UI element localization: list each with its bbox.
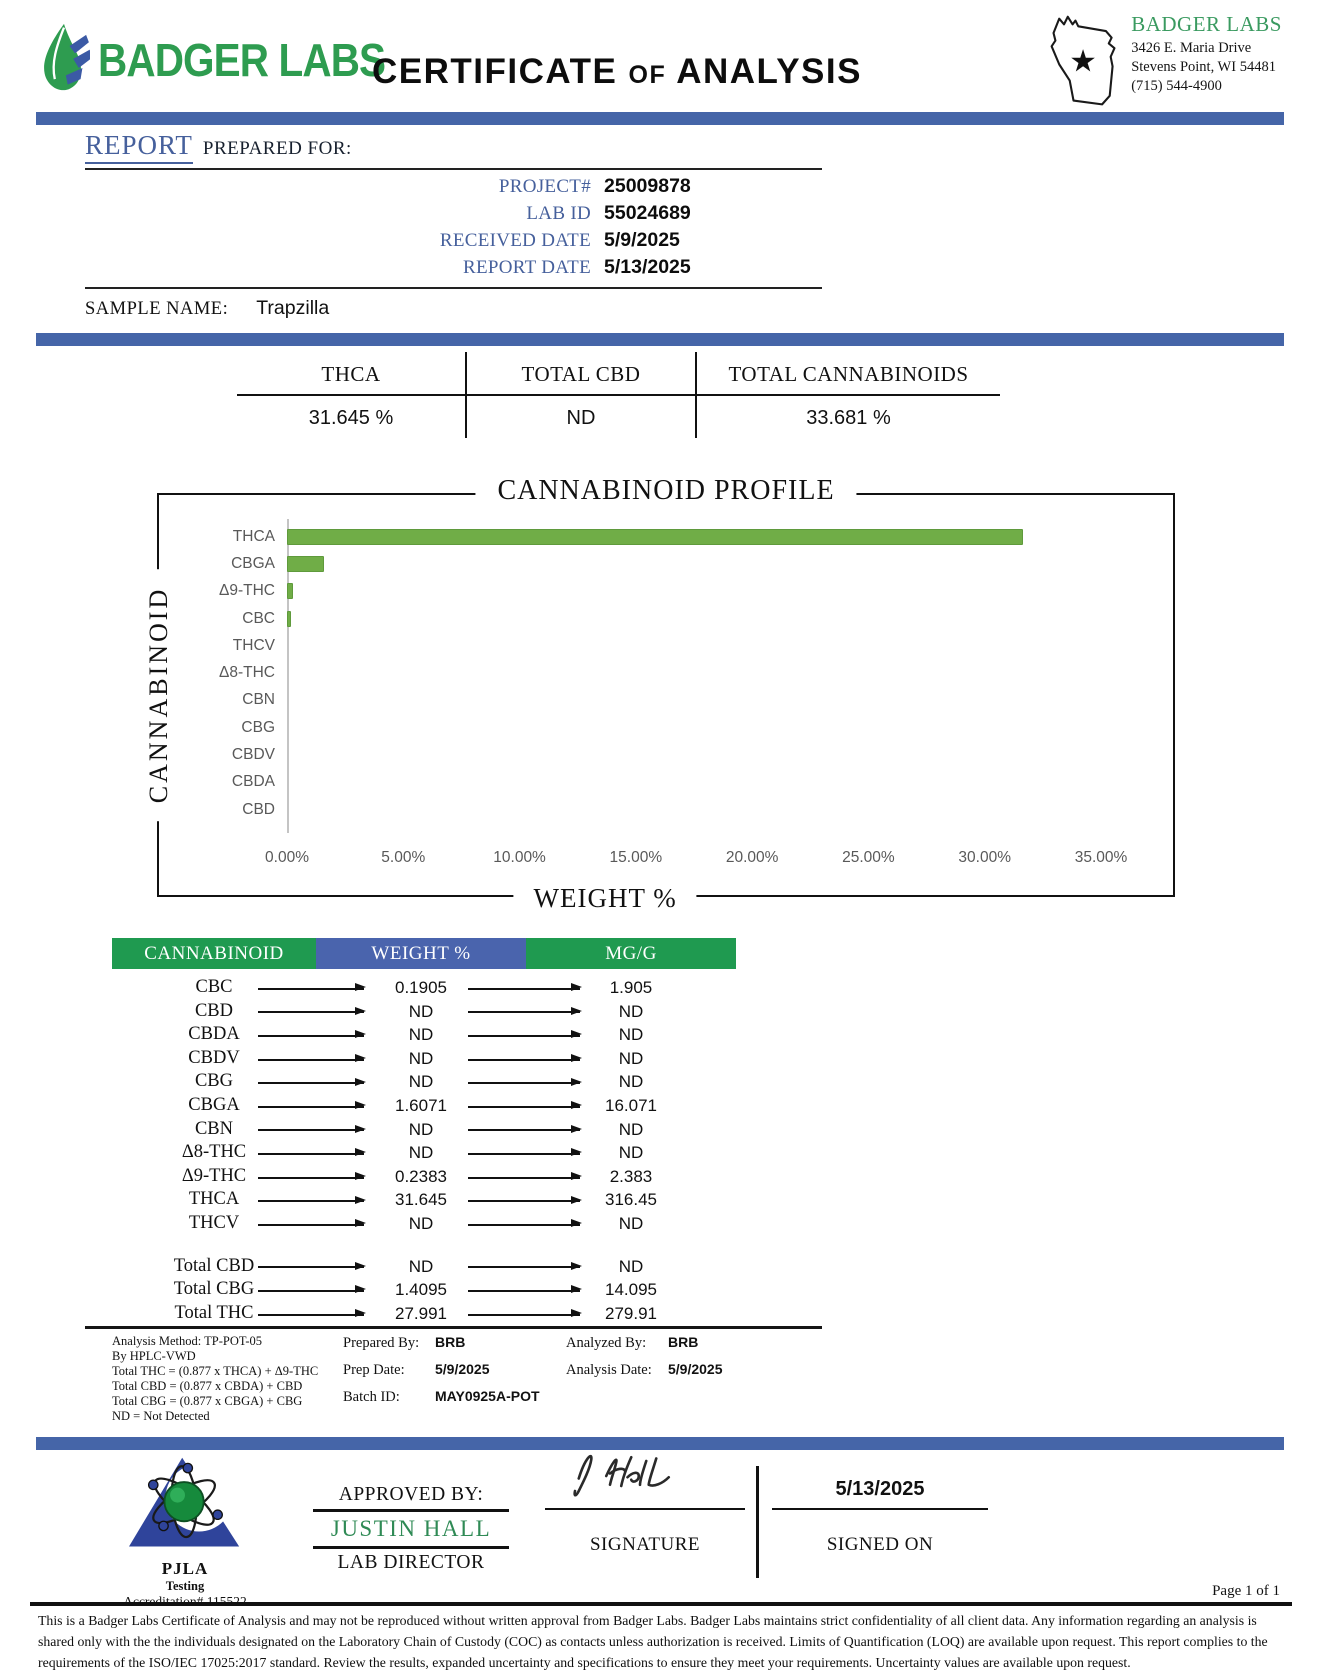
- report-fields: [85, 173, 822, 281]
- row-mgg-value: ND: [618, 1119, 644, 1139]
- chart-row: [183, 741, 1101, 768]
- signed-on-rule: [772, 1508, 988, 1510]
- chart-title: CANNABINOID PROFILE: [475, 475, 856, 507]
- chart-category-label: CBDA: [231, 773, 275, 791]
- table-row: [112, 1302, 736, 1326]
- sample-rule: [85, 287, 822, 289]
- row-weight-value: ND: [408, 1072, 434, 1092]
- row-cannabinoid-name: CBDV: [188, 1047, 240, 1068]
- accreditation-number: Accreditation# 115522: [123, 1594, 247, 1609]
- chart-category-label: Δ9-THC: [219, 582, 275, 600]
- note-line: By HPLC-VWD: [112, 1348, 196, 1363]
- summary-value: 31.645 %: [308, 407, 394, 429]
- note-field-row: [566, 1334, 796, 1352]
- chart-bar-track: [287, 687, 1101, 714]
- results-total-rows: [112, 1255, 736, 1326]
- row-mgg-value: 16.071: [605, 1095, 657, 1115]
- row-mgg-value: ND: [618, 1213, 644, 1233]
- note-field-value: 5/9/2025: [668, 1361, 723, 1377]
- row-mgg-value: 316.45: [605, 1190, 657, 1210]
- row-weight-value: ND: [408, 1213, 434, 1233]
- chart-category-label: CBGA: [231, 554, 275, 572]
- chart-tick-label: 25.00%: [842, 849, 895, 866]
- row-weight-value: 27.991: [395, 1303, 447, 1323]
- row-weight-value: 1.6071: [395, 1095, 447, 1115]
- row-cannabinoid-name: CBG: [194, 1071, 234, 1092]
- chart-tick-label: 15.00%: [609, 849, 663, 866]
- table-row: [112, 1255, 736, 1279]
- note-field-label: Prep Date:: [343, 1362, 405, 1378]
- sample-name-row: [85, 297, 822, 320]
- chart-plot-area: [183, 523, 1101, 825]
- note-field-label: Batch ID:: [343, 1389, 400, 1405]
- report-heading-rest: PREPARED FOR:: [202, 138, 352, 159]
- row-weight-value: ND: [408, 1025, 434, 1045]
- note-field-row: [566, 1361, 796, 1379]
- chart-bar-track: [287, 632, 1101, 659]
- sample-name-value: Trapzilla: [256, 297, 330, 319]
- chart-bar-track: [287, 605, 1101, 632]
- col-header-mgg: MG/G: [526, 938, 736, 969]
- lab-name: BADGER LABS: [1131, 12, 1282, 36]
- signature-block: [545, 1446, 745, 1556]
- wisconsin-map-icon: [1041, 12, 1127, 117]
- row-mgg-value: ND: [618, 1072, 644, 1092]
- note-field-row: [343, 1388, 558, 1406]
- approved-by-label: APPROVED BY:: [338, 1484, 484, 1505]
- note-line: Total CBG = (0.877 x CBGA) + CBG: [112, 1393, 303, 1408]
- chart-tick-label: 10.00%: [493, 849, 546, 866]
- chart-bar: [287, 556, 324, 572]
- summary-table: [237, 352, 1000, 438]
- row-cannabinoid-name: CBGA: [188, 1094, 240, 1115]
- note-field-value: MAY0925A-POT: [435, 1388, 540, 1404]
- row-weight-value: 0.1905: [395, 978, 447, 997]
- chart-bar-track: [287, 796, 1101, 823]
- totals-rule: [85, 1326, 822, 1329]
- divider-bar-summary: [36, 333, 1284, 346]
- chart-row: [183, 796, 1101, 823]
- row-weight-value: 1.4095: [395, 1280, 447, 1300]
- chart-bar-track: [287, 578, 1101, 605]
- prep-info: [343, 1334, 558, 1415]
- report-field-row: [85, 227, 822, 254]
- chart-bar: [287, 529, 1023, 545]
- report-field-label: PROJECT#: [498, 175, 591, 197]
- summary-value: 33.681 %: [806, 407, 891, 429]
- logo-wordmark: BADGER LABS: [98, 33, 386, 86]
- table-row: [112, 1165, 736, 1189]
- note-field-label: Analyzed By:: [566, 1335, 647, 1351]
- chart-row: [183, 550, 1101, 577]
- table-row: [112, 1000, 736, 1024]
- note-line: Total THC = (0.877 x THCA) + Δ9-THC: [112, 1363, 319, 1378]
- lab-address-line2: Stevens Point, WI 54481: [1131, 59, 1276, 75]
- chart-tick-label: 30.00%: [958, 849, 1011, 866]
- row-cannabinoid-name: CBDA: [188, 1024, 240, 1045]
- chart-row: [183, 523, 1101, 550]
- note-line: Total CBD = (0.877 x CBDA) + CBD: [112, 1378, 303, 1393]
- table-row: [112, 1094, 736, 1118]
- chart-row: [183, 714, 1101, 741]
- pjla-org: PJLA: [161, 1559, 209, 1578]
- chart-bar-track: [287, 741, 1101, 768]
- chart-bar-track: [287, 714, 1101, 741]
- report-field-row: [85, 200, 822, 227]
- footer-rule: [30, 1602, 1292, 1606]
- approval-vertical-divider: [756, 1466, 759, 1578]
- chart-tick-label: 20.00%: [725, 849, 779, 866]
- approved-rule-bottom: [313, 1546, 509, 1549]
- report-field-label: RECEIVED DATE: [439, 229, 591, 251]
- lab-address-line1: 3426 E. Maria Drive: [1131, 40, 1252, 56]
- chart-category-label: CBD: [242, 800, 275, 818]
- table-row: [112, 1118, 736, 1142]
- col-header-cannabinoid: CANNABINOID: [112, 938, 316, 969]
- approved-rule-top: [313, 1509, 509, 1512]
- row-weight-value: ND: [408, 1143, 434, 1163]
- report-field-value: 5/13/2025: [604, 256, 691, 278]
- analysis-info: [566, 1334, 796, 1388]
- report-field-value: 25009878: [604, 175, 691, 197]
- row-mgg-value: 14.095: [605, 1280, 657, 1300]
- note-field-value: BRB: [435, 1334, 466, 1350]
- report-field-row: [85, 254, 822, 281]
- summary-header: TOTAL CBD: [467, 354, 695, 396]
- row-cannabinoid-name: Total CBD: [173, 1255, 255, 1276]
- row-mgg-value: 279.91: [605, 1303, 657, 1323]
- chart-category-label: CBC: [242, 609, 275, 627]
- chart-bar-track: [287, 523, 1101, 550]
- row-weight-value: ND: [408, 1256, 434, 1276]
- note-field-value: 5/9/2025: [435, 1361, 490, 1377]
- chart-x-axis-label: WEIGHT %: [514, 883, 697, 914]
- heading-rule: [85, 168, 822, 170]
- row-weight-value: 0.2383: [395, 1166, 447, 1186]
- summary-col-total-cannabinoids: [695, 352, 1000, 438]
- pjla-logo-icon: [121, 1540, 249, 1557]
- table-row: [112, 1278, 736, 1302]
- signed-on-label: SIGNED ON: [826, 1534, 934, 1555]
- chart-category-label: CBN: [242, 691, 275, 709]
- report-field-value: 5/9/2025: [604, 229, 680, 251]
- footer-disclaimer: This is a Badger Labs Certificate of Analysis and may not be reproduced without written approval from Badger Labs. Badger Labs maintains strict confidentiality of all client data. Any information regarding an analysis is shared only with the the individuals designated on the Laboratory Chain of Custody (COC) as contacts unless authorization is received. Limits of Quantification (LOQ) are available upon request. This report complies to the requirements of the ISO/IEC 17025:2017 standard. Review the results, expanded uncertainty and specifications to ensure they meet your requirements. Uncertainty values are available upon request.: [38, 1613, 1268, 1670]
- lab-contact-block: [1041, 12, 1282, 117]
- divider-bar-top: [36, 112, 1284, 125]
- report-field-label: LAB ID: [526, 202, 591, 224]
- table-row: [112, 1141, 736, 1165]
- summary-value: ND: [566, 407, 596, 429]
- note-field-row: [343, 1361, 558, 1379]
- note-field-value: BRB: [668, 1334, 699, 1350]
- row-mgg-value: ND: [618, 1001, 644, 1021]
- chart-tick-label: 0.00%: [265, 849, 309, 866]
- signature-label: SIGNATURE: [589, 1534, 701, 1555]
- signature-rule: [545, 1508, 745, 1510]
- report-field-value: 55024689: [604, 202, 691, 224]
- pjla-accreditation-block: [103, 1455, 267, 1610]
- pjla-sub: Testing: [165, 1579, 205, 1593]
- row-weight-value: ND: [408, 1001, 434, 1021]
- chart-row: [183, 769, 1101, 796]
- table-row: [112, 1047, 736, 1071]
- table-row: [112, 1023, 736, 1047]
- row-mgg-value: 1.905: [609, 978, 653, 997]
- chart-y-axis-label: CANNABINOID: [140, 569, 178, 821]
- cannabinoid-profile-chart: [144, 475, 1175, 913]
- chart-category-label: THCA: [232, 527, 275, 545]
- row-cannabinoid-name: Total CBG: [173, 1279, 255, 1300]
- chart-bar: [287, 583, 293, 599]
- results-table: [112, 938, 736, 1325]
- row-cannabinoid-name: CBC: [195, 977, 233, 997]
- chart-row: [183, 632, 1101, 659]
- analysis-method-notes: [112, 1334, 340, 1423]
- results-table-header: [112, 938, 736, 969]
- row-mgg-value: 2.383: [609, 1166, 653, 1186]
- row-weight-value: ND: [408, 1119, 434, 1139]
- chart-category-label: CBG: [241, 718, 275, 736]
- table-row: [112, 976, 736, 1000]
- chart-bar-track: [287, 659, 1101, 686]
- table-row: [112, 1188, 736, 1212]
- signed-on-block: [772, 1478, 988, 1556]
- approved-by-block: [313, 1484, 509, 1574]
- page-title: CERTIFICATE OF ANALYSIS: [372, 52, 862, 91]
- note-line: Analysis Method: TP-POT-05: [112, 1334, 263, 1348]
- chart-bar-track: [287, 769, 1101, 796]
- approver-title: LAB DIRECTOR: [337, 1552, 485, 1573]
- results-rows: [112, 976, 736, 1236]
- row-mgg-value: ND: [618, 1256, 644, 1276]
- row-cannabinoid-name: Δ9-THC: [181, 1165, 247, 1186]
- summary-header: TOTAL CANNABINOIDS: [697, 354, 1000, 396]
- chart-x-axis-ticks: [265, 849, 1128, 869]
- row-mgg-value: ND: [618, 1025, 644, 1045]
- method-notes: [112, 1334, 1032, 1434]
- report-heading-emph: REPORT: [85, 130, 193, 164]
- report-field-label: REPORT DATE: [463, 256, 591, 278]
- row-mgg-value: ND: [618, 1048, 644, 1068]
- signature-scribble: [550, 1488, 740, 1505]
- chart-bar-track: [287, 550, 1101, 577]
- row-mgg-value: ND: [618, 1143, 644, 1163]
- chart-category-label: CBDV: [231, 746, 275, 764]
- report-heading: [85, 130, 822, 164]
- row-cannabinoid-name: Δ8-THC: [181, 1142, 247, 1163]
- row-cannabinoid-name: CBD: [194, 1000, 234, 1021]
- table-row: [112, 1070, 736, 1094]
- chart-row: [183, 605, 1101, 632]
- chart-row: [183, 578, 1101, 605]
- note-field-label: Analysis Date:: [566, 1362, 652, 1378]
- col-header-weight: WEIGHT %: [316, 938, 526, 969]
- chart-category-label: THCV: [232, 636, 275, 654]
- chart-category-label: Δ8-THC: [219, 664, 275, 682]
- page-number: Page 1 of 1: [1212, 1583, 1280, 1599]
- lab-phone: (715) 544-4900: [1131, 78, 1222, 94]
- chart-row: [183, 687, 1101, 714]
- summary-col-total-cbd: [465, 352, 695, 438]
- note-field-label: Prepared By:: [343, 1335, 420, 1351]
- chart-tick-label: 5.00%: [381, 849, 426, 866]
- row-cannabinoid-name: CBN: [194, 1118, 234, 1139]
- report-field-row: [85, 173, 822, 200]
- signed-on-date: 5/13/2025: [835, 1478, 925, 1500]
- table-row: [112, 1212, 736, 1236]
- row-cannabinoid-name: THCV: [188, 1212, 240, 1233]
- summary-col-thca: [237, 352, 465, 438]
- report-info-section: [85, 130, 822, 320]
- row-weight-value: 31.645: [395, 1190, 447, 1210]
- chart-tick-label: 35.00%: [1074, 849, 1128, 866]
- leaf-logo-icon: [38, 22, 90, 97]
- chart-bar: [287, 611, 291, 627]
- approver-name: JUSTIN HALL: [330, 1516, 492, 1541]
- chart-row: [183, 659, 1101, 686]
- summary-header: THCA: [237, 354, 465, 396]
- sample-name-label: SAMPLE NAME:: [85, 299, 229, 319]
- row-cannabinoid-name: Total THC: [174, 1302, 254, 1323]
- row-weight-value: ND: [408, 1048, 434, 1068]
- note-line: ND = Not Detected: [112, 1408, 210, 1423]
- row-cannabinoid-name: THCA: [188, 1189, 240, 1210]
- note-field-row: [343, 1334, 558, 1352]
